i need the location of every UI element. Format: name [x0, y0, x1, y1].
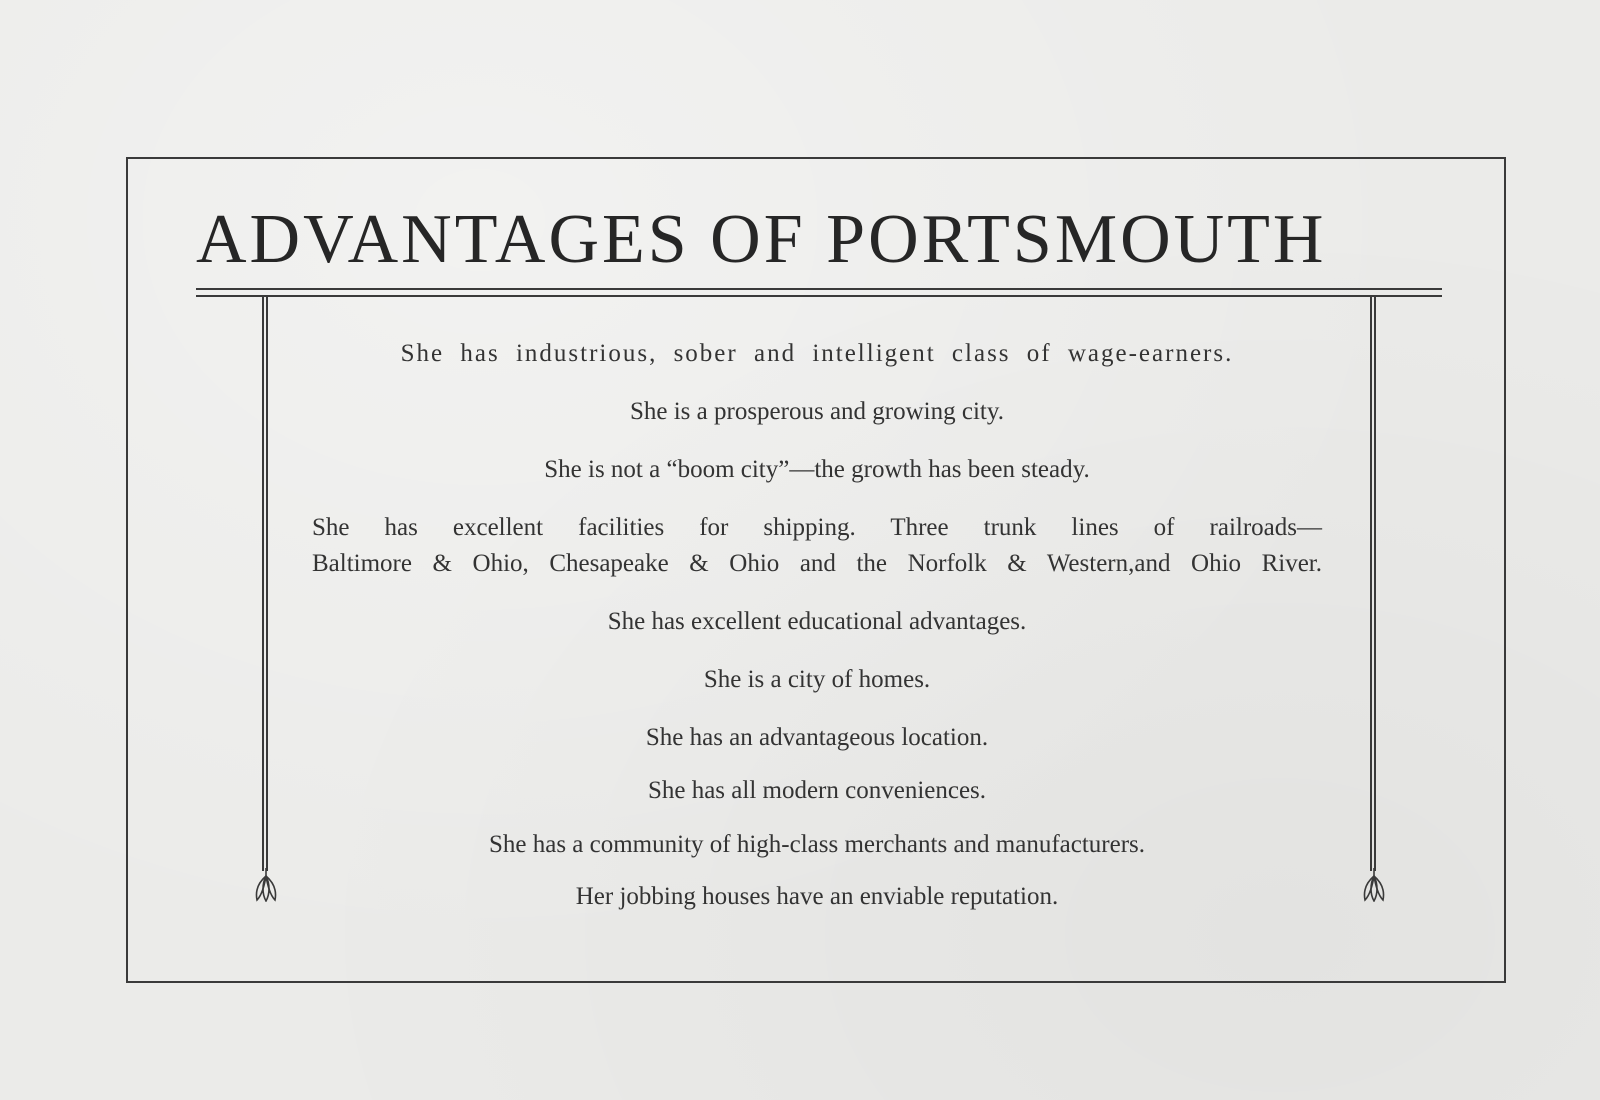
- title-rule-upper: [196, 288, 1442, 290]
- advantage-line: She is a prosperous and growing city.: [629, 398, 1004, 425]
- advantage-line: She has excellent educational advantages.: [607, 608, 1027, 635]
- advantage-line: She is not a “boom city”—the growth has been steady.: [544, 456, 1090, 483]
- page-title: ADVANTAGES OF PORTSMOUTH: [196, 201, 1327, 278]
- tassel-ornament-icon: [251, 868, 281, 902]
- advantage-line: Her jobbing houses have an enviable reputation.: [575, 883, 1059, 910]
- right-pillar-rule: [1370, 297, 1376, 871]
- advantage-line: She has excellent facilities for shipping. Three trunk lines of railroads—: [312, 514, 1322, 541]
- advantage-line: She is a city of homes.: [703, 666, 931, 693]
- advantages-list: [312, 336, 1322, 915]
- tassel-ornament-icon: [1359, 868, 1389, 902]
- left-pillar-rule: [262, 297, 268, 871]
- advantage-line: She has all modern conveniences.: [647, 777, 987, 804]
- advantage-line: She has industrious, sober and intelligent class of wage-earners.: [400, 340, 1234, 367]
- advantage-line: She has an advantageous location.: [645, 724, 989, 751]
- title-rule-lower: [196, 295, 1442, 297]
- advantage-line-continued: Baltimore & Ohio, Chesapeake & Ohio and the Norfolk & Western,and Ohio River.: [312, 550, 1322, 577]
- advantage-line: She has a community of high-class merchants and manufacturers.: [488, 831, 1146, 858]
